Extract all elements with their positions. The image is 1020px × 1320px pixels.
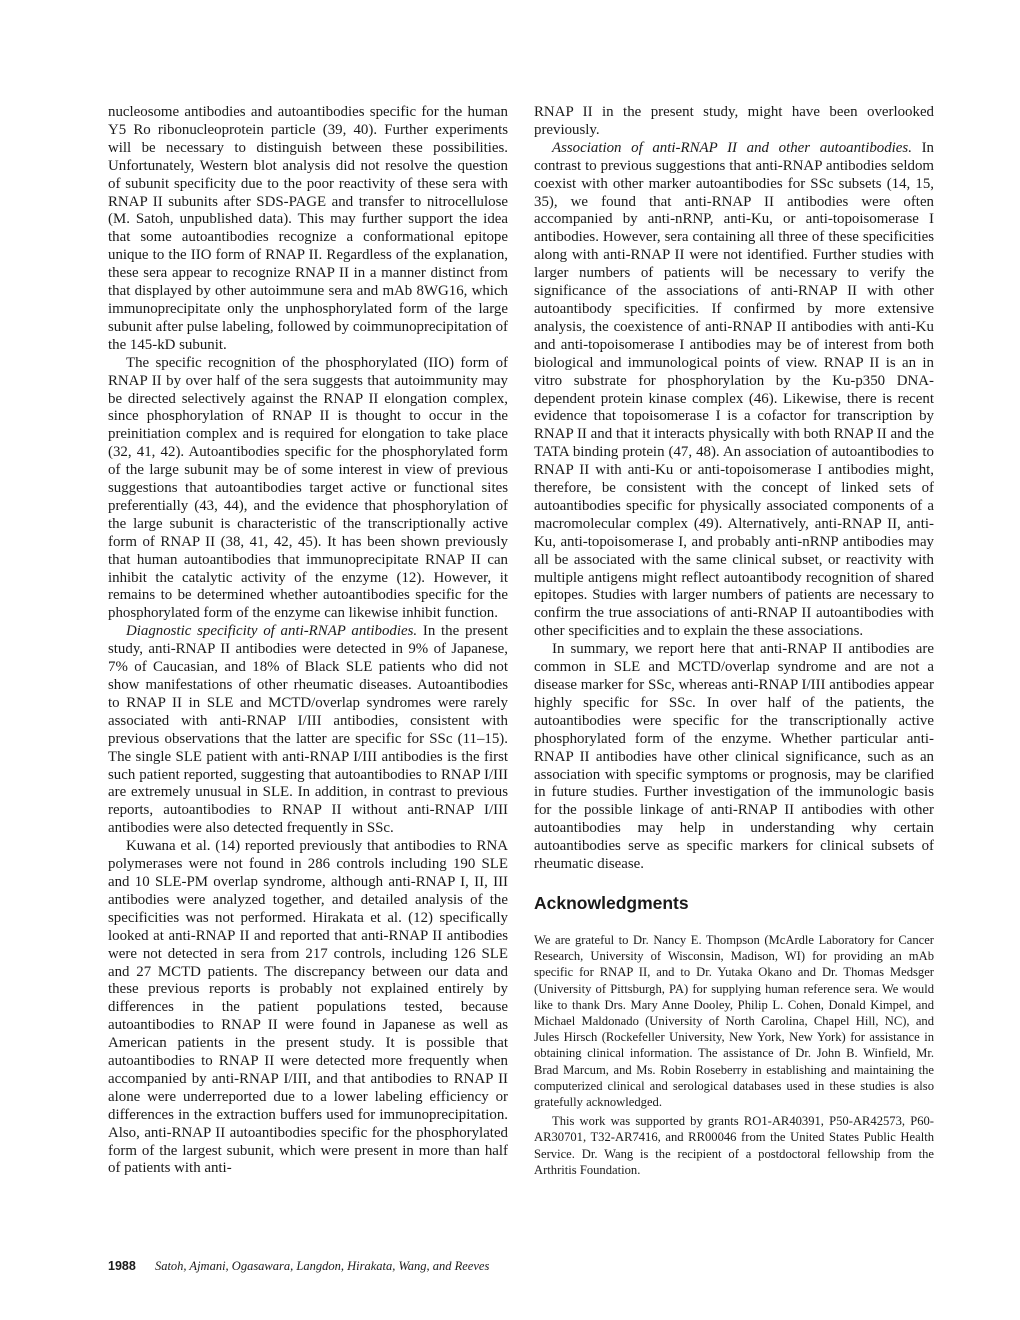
paragraph [108,623,508,838]
paragraph: The specific recognition of the phosphorylated (IIO) form of RNAP II by over half of the sera suggests that autoimmunity may be directed selectively against the RNAP II elongation complex, since phosphorylation of RNAP II is thought to occur in the preinitiation complex and is required for elongation to take place (32, 41, 42). Autoantibodies specific for the phosphorylated form of the large subunit may be of some interest in view of previous suggestions that autoantibodies target active or functional sites preferentially (43, 44), and the evidence that phosphorylation of the large subunit is characteristic of the transcriptionally active form of RNAP II (38, 41, 42, 45). It has been shown previously that human autoantibodies that immunoprecipitate RNAP II can inhibit the catalytic activity of the enzyme (12). However, it remains to be determined whether autoantibodies specific for the phosphorylated form of the enzyme can likewise inhibit function. [108,354,508,622]
running-authors: Satoh, Ajmani, Ogasawara, Langdon, Hirakata, Wang, and Reeves [154,1259,490,1273]
acknowledgments-paragraph: We are grateful to Dr. Nancy E. Thompson (McArdle Laboratory for Cancer Research, University of Wisconsin, Madison, WI) for providing an mAb specific for RNAP II, and to Dr. Yutaka Okano and Dr. Thomas Medsger (University of Pittsburgh, PA) for supplying human reference sera. We would like to thank Drs. Mary Anne Dooley, Philip L. Cohen, Donald Kimpel, and Michael Maldonado (University of North Carolina, Chapel Hill, NC), and Jules Hirsch (Rockefeller University, New York, New York) for assistance in obtaining clinical information. The assistance of Dr. John B. Winfield, Mr. Brad Marcum, and Ms. Robin Roseberry in establishing and maintaining the computerized clinical and serological databases used in these studies is also gratefully acknowledged. [534,932,934,1109]
paragraph: RNAP II in the present study, might have been overlooked previously. [534,104,934,138]
section-runin-heading: Diagnostic specificity of anti-RNAP antibodies. [126,623,418,640]
section-runin-heading: Association of anti-RNAP II and other autoantibodies. [552,139,912,156]
funding-paragraph: This work was supported by grants RO1-AR40391, P50-AR42573, P60-AR30701, T32-AR7416, and RR00046 from the United States Public Health Service. Dr. Wang is the recipient of a postdoctoral fellowship from the Arthritis Foundation. [534,1114,934,1177]
paragraph [534,140,934,641]
right-column [534,104,934,1178]
acknowledgments-section [534,932,934,1178]
page-footer [108,1259,489,1274]
acknowledgments-heading: Acknowledgments [534,892,689,913]
left-column [108,104,508,1178]
page-number: 1988 [108,1259,136,1273]
paragraph-text: In the present study, anti-RNAP II antibodies were detected in 9% of Japanese, 7% of Caucasian, and 18% of Black SLE patients who did not show manifestations of other rheumatic diseases. Autoantibodies to RNAP II in SLE and MCTD/overlap syndromes were rarely associated with anti-RNAP I/III antibodies, consistent with previous observations that the latter are specific for SSc (11–15). The single SLE patient with anti-RNAP I/III antibodies is the first such patient reported, suggesting that autoantibodies to RNAP I/III are extremely unusual in SLE. In addition, in contrast to previous reports, autoantibodies to RNAP II without anti-RNAP I/III antibodies were also detected frequently in SSc. [108,623,508,837]
paragraph: nucleosome antibodies and autoantibodies specific for the human Y5 Ro ribonucleoprotein particle (39, 40). Further experiments will be necessary to distinguish between these possibilities. Unfortunately, Western blot analysis did not resolve the question of subunit specificity due to the poor reactivity of these sera with RNAP II subunits after SDS-PAGE and transfer to nitrocellulose (M. Satoh, unpublished data). This may further support the idea that some autoantibodies recognize a conformational epitope unique to the IIO form of RNAP II. Regardless of the explanation, these sera appear to recognize RNAP II in a manner distinct from that displayed by other autoimmune sera and mAb 8WG16, which immunoprecipitate only the unphosphorylated form of the large subunit after pulse labeling, followed by coimmunoprecipitation of the 145-kD subunit. [108,104,508,353]
paragraph: In summary, we report here that anti-RNAP II antibodies are common in SLE and MCTD/overlap syndrome and are not a disease marker for SSc, whereas anti-RNAP I/III antibodies appear highly specific for SSc. In over half of the patients, the autoantibodies were specific for the transcriptionally active phosphorylated form of the enzyme. Whether particular anti-RNAP II antibodies have other clinical significance, such as an association with specific symptoms or prognosis, may be clarified in future studies. Further investigation of the immunologic basis for the possible linkage of anti-RNAP II antibodies with other autoantibodies may help in understanding why certain autoantibodies serve as specific markers for clinical subsets of rheumatic disease. [534,641,934,873]
paragraph-text: In contrast to previous suggestions that anti-RNAP antibodies seldom coexist with other marker autoantibodies for SSc subsets (14, 15, 35), we found that anti-RNAP II antibodies were often accompanied by anti-nRNP, anti-Ku, or anti-topoisomerase I antibodies. However, sera containing all three of these specificities along with anti-RNAP II were not identified. Further studies with larger numbers of patients will be necessary to verify the significance of the associations of anti-RNAP II with other autoantibody specificities. If confirmed by more extensive analysis, the coexistence of anti-RNAP II antibodies with anti-Ku and anti-topoisomerase I antibodies may be of interest from both biological and immunological points of view. RNAP II is an in vitro substrate for phosphorylation by the Ku-p350 DNA-dependent protein kinase complex (46). Likewise, there is recent evidence that topoisomerase I is a cofactor for transcription by RNAP II and that it interacts physically with both RNAP II and the TATA binding protein (47, 48). An association of autoantibodies to RNAP II with anti-Ku or anti-topoisomerase I antibodies might, therefore, be consistent with the concept of linked sets of autoantibodies specific for physically associated components of a macromolecular complex (49). Alternatively, anti-RNAP II, anti-Ku, anti-topoisomerase I, and probably anti-nRNP antibodies may all be associated with the same clinical subset, or reactivity with multiple antigens might reflect autoantibody recognition of shared epitopes. Studies with larger numbers of patients are necessary to confirm the true associations of anti-RNAP II autoantibodies with other specificities and to explain the these associations. [534,139,934,640]
paragraph: Kuwana et al. (14) reported previously that antibodies to RNA polymerases were not found in 286 controls including 190 SLE and 10 SLE-PM overlap syndrome, although anti-RNAP I, II, III antibodies were analyzed together, and detailed analysis of the specificities was not performed. Hirakata et al. (12) specifically looked at anti-RNAP II and reported that anti-RNAP II antibodies were not detected in sera from 217 controls, including 126 SLE and 27 MCTD patients. The discrepancy between our data and these previous reports is probably not explained entirely by differences in the patient populations tested, because autoantibodies to RNAP II were found in Japanese as well as American patients in the present study. It is possible that autoantibodies to RNAP II were detected more frequently when accompanied by anti-RNAP I/III, and that antibodies to RNAP II alone were underreported due to a lower labeling efficiency or differences in the extraction buffers used for immunoprecipitation. Also, anti-RNAP II autoantibodies specific for the phosphorylated form of the largest subunit, which were present in more than half of patients with anti- [108,838,508,1177]
